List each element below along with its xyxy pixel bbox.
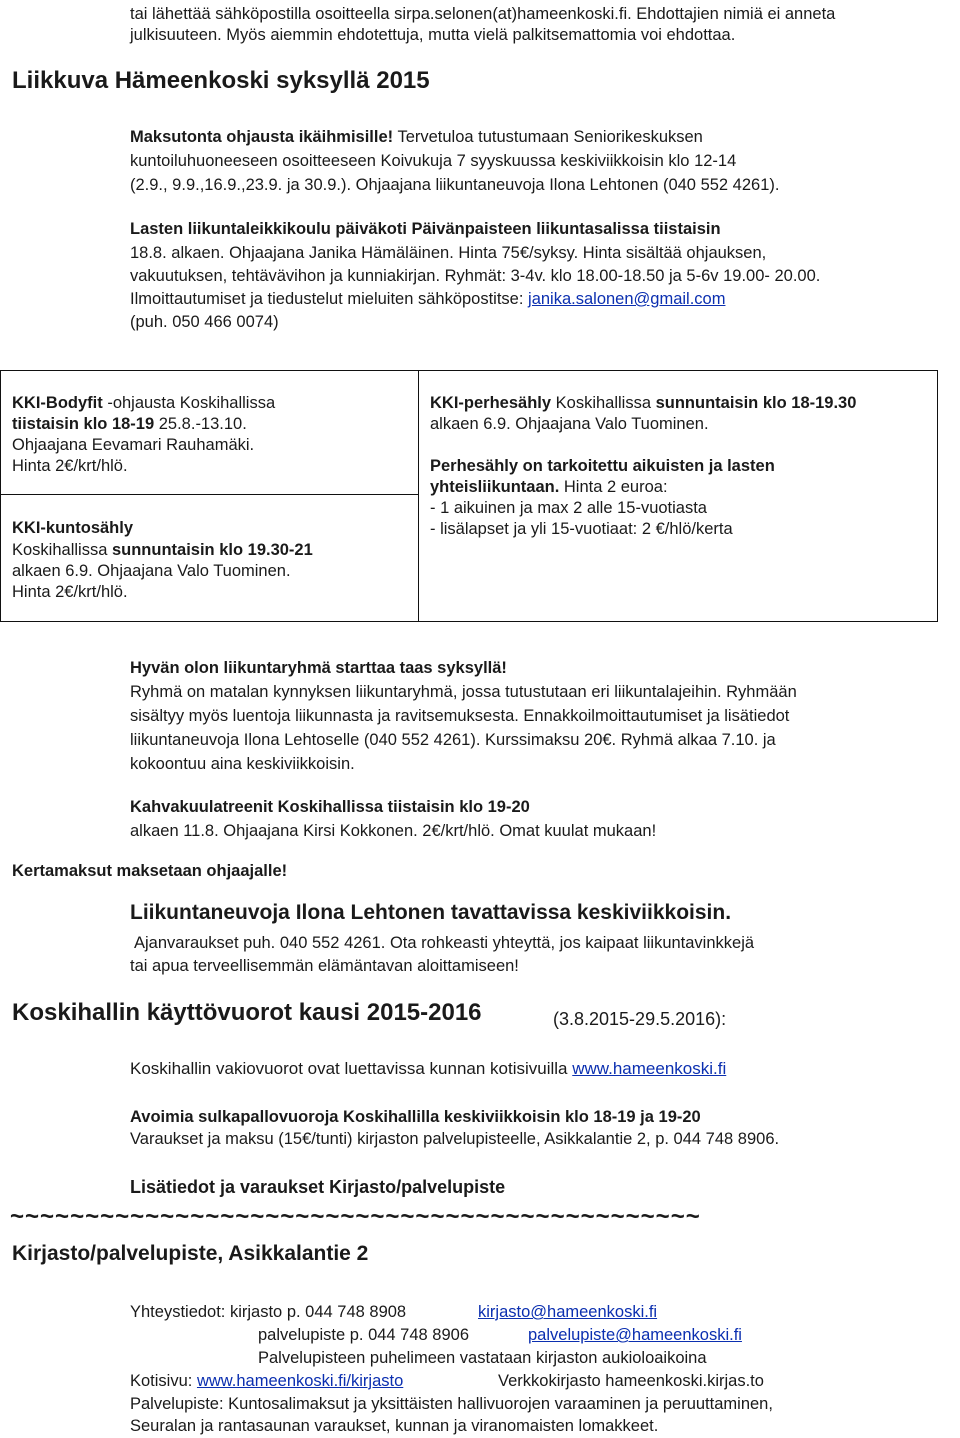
kettlebell-title: Kahvakuulatreenit Koskihallissa tiistaisin klo 19-20 [130, 798, 530, 816]
kuntosahly-line-4: Hinta 2€/krt/hlö. [12, 583, 128, 601]
bodyfit-dates: 25.8.-13.10. [154, 415, 247, 433]
perhesahly-line-5: - 1 aikuinen ja max 2 alle 15-vuotiasta [430, 499, 707, 517]
tilde-divider: ~~~~~~~~~~~~~~~~~~~~~~~~~~~~~~~~~~~~~~~~~~~~~~ [10, 1203, 701, 1230]
library-contact-3: Palvelupisteen puhelimeen vastataan kirjaston aukioloaikoina [258, 1349, 707, 1367]
service-point-phone: palvelupiste p. 044 748 8906 [258, 1326, 470, 1344]
perhesahly-line-1 [430, 392, 856, 414]
bodyfit-line-1-rest: -ohjausta Koskihallissa [102, 394, 276, 412]
hall-title: Koskihallin käyttövuorot kausi 2015-2016 [12, 999, 482, 1026]
library-home-label: Kotisivu: [130, 1372, 197, 1390]
fees-note: Kertamaksut maksetaan ohjaajalle! [12, 862, 288, 880]
library-contact-2 [258, 1324, 742, 1346]
bodyfit-time: tiistaisin klo 18-19 [12, 415, 155, 433]
senior-line-1 [130, 126, 703, 148]
senior-line-2: kuntoiluhuoneeseen osoitteeseen Koivukuja 7 syyskuussa keskiviikkoisin klo 12-14 [130, 152, 737, 170]
perhesahly-line-6: - lisälapset ja yli 15-vuotiaat: 2 €/hlö/kerta [430, 520, 733, 538]
kids-line-4 [130, 288, 725, 310]
autumn-heading: Liikkuva Hämeenkoski syksyllä 2015 [12, 67, 430, 94]
advisor-title: Liikuntaneuvoja Ilona Lehtonen tavattavissa keskiviikkoisin. [130, 901, 732, 924]
library-contact-1 [130, 1301, 658, 1323]
senior-line-1-rest: Tervetuloa tutustumaan Seniorikeskuksen [393, 128, 703, 146]
bodyfit-line-1 [12, 392, 275, 414]
perhesahly-price: Hinta 2 euroa: [559, 478, 668, 496]
hall-website-link[interactable]: www.hameenkoski.fi [572, 1059, 727, 1078]
kuntosahly-time: sunnuntaisin klo 19.30-21 [111, 541, 313, 559]
kettlebell-line: alkaen 11.8. Ohjaajana Kirsi Kokkonen. 2€/krt/hlö. Omat kuulat mukaan! [130, 822, 657, 840]
library-phone: Yhteystiedot: kirjasto p. 044 748 8908 [130, 1303, 407, 1321]
intro-line-2: julkisuuteen. Myös aiemmin ehdotettuja, mutta vielä palkitsemattomia voi ehdottaa. [130, 26, 736, 44]
perhesahly-line-3: Perhesähly on tarkoitettu aikuisten ja lasten [430, 457, 775, 475]
service-point-email-link[interactable]: palvelupiste@hameenkoski.fi [528, 1326, 742, 1344]
bodyfit-line-2 [12, 413, 247, 435]
group-line-3: liikuntaneuvoja Ilona Lehtoselle (040 552 4261). Kurssimaksu 20€. Ryhmä alkaa 7.10. ja [130, 731, 776, 749]
kuntosahly-place: Koskihallissa [12, 541, 112, 559]
kids-line-4-text: Ilmoittautumiset ja tiedustelut mieluiten sähköpostitse: [130, 290, 529, 308]
table-row-divider [0, 494, 419, 495]
library-service-2: Seuralan ja rantasaunan varaukset, kunnan ja viranomaisten lomakkeet. [130, 1417, 659, 1435]
table-column-divider [418, 370, 419, 622]
hall-line-text: Koskihallin vakiovuorot ovat luettavissa kunnan kotisivuilla [130, 1059, 573, 1078]
library-home [130, 1370, 403, 1392]
hall-info: Lisätiedot ja varaukset Kirjasto/palvelupiste [130, 1177, 506, 1197]
senior-line-3: (2.9., 9.9.,16.9.,23.9. ja 30.9.). Ohjaajana liikuntaneuvoja Ilona Lehtonen (040 552 4261). [130, 176, 780, 194]
badminton-title: Avoimia sulkapallovuoroja Koskihallilla keskiviikkoisin klo 18-19 ja 19-20 [130, 1108, 701, 1126]
kids-title: Lasten liikuntaleikkikoulu päiväkoti Päivänpaisteen liikuntasalissa tiistaisin [130, 220, 721, 238]
group-line-1: Ryhmä on matalan kynnyksen liikuntaryhmä, jossa tutustutaan eri liikuntalajeihin. Ryhmään [130, 683, 797, 701]
kids-email-link[interactable]: janika.salonen@gmail.com [528, 290, 726, 308]
perhesahly-purpose: yhteisliikuntaan. [430, 478, 560, 496]
advisor-line-1: Ajanvaraukset puh. 040 552 4261. Ota rohkeasti yhteyttä, jos kaipaat liikuntavinkkejä [134, 934, 755, 952]
senior-bold: Maksutonta ohjausta ikäihmisille! [130, 128, 394, 146]
bodyfit-line-3: Ohjaajana Eevamari Rauhamäki. [12, 436, 255, 454]
bodyfit-line-4: Hinta 2€/krt/hlö. [12, 457, 128, 475]
advisor-line-2: tai apua terveellisemmän elämäntavan aloittamiseen! [130, 957, 519, 975]
kuntosahly-line-3: alkaen 6.9. Ohjaajana Valo Tuominen. [12, 562, 291, 580]
kids-line-2: 18.8. alkaen. Ohjaajana Janika Hämäläinen. Hinta 75€/syksy. Hinta sisältää ohjauksen, [130, 244, 767, 262]
badminton-line: Varaukset ja maksu (15€/tunti) kirjaston palvelupisteelle, Asikkalantie 2, p. 044 748 8906. [130, 1130, 780, 1148]
perhesahly-line-2: alkaen 6.9. Ohjaajana Valo Tuominen. [430, 415, 709, 433]
library-home-link[interactable]: www.hameenkoski.fi/kirjasto [196, 1372, 404, 1390]
library-online: Verkkokirjasto hameenkoski.kirjas.to [498, 1372, 764, 1390]
bodyfit-title: KKI-Bodyfit [12, 394, 103, 412]
library-service-1: Palvelupiste: Kuntosalimaksut ja yksittäisten hallivuorojen varaaminen ja peruuttaminen, [130, 1395, 773, 1413]
kuntosahly-title: KKI-kuntosähly [12, 519, 134, 537]
group-line-2: sisältyy myös luentoja liikunnasta ja ravitsemuksesta. Ennakkoilmoittautumiset ja lisätiedot [130, 707, 790, 725]
intro-line-1: tai lähettää sähköpostilla osoitteella sirpa.selonen(at)hameenkoski.fi. Ehdottajien nimiä ei anneta [130, 5, 836, 23]
kuntosahly-line-2 [12, 539, 313, 561]
perhesahly-time: sunnuntaisin klo 18-19.30 [655, 394, 857, 412]
group-title: Hyvän olon liikuntaryhmä starttaa taas syksyllä! [130, 659, 507, 677]
perhesahly-title: KKI-perhesähly [430, 394, 552, 412]
kids-line-5: (puh. 050 466 0074) [130, 313, 279, 331]
perhesahly-place: Koskihallissa [551, 394, 656, 412]
library-title: Kirjasto/palvelupiste, Asikkalantie 2 [12, 1242, 369, 1265]
library-email-link[interactable]: kirjasto@hameenkoski.fi [478, 1303, 658, 1321]
hall-period: (3.8.2015-29.5.2016): [553, 1009, 727, 1029]
kids-line-3: vakuutuksen, tehtävävihon ja kunniakirjan. Ryhmät: 3-4v. klo 18.00-18.50 ja 5-6v 19.00- 20.00. [130, 267, 821, 285]
group-line-4: kokoontuu aina keskiviikkoisin. [130, 755, 355, 773]
hall-line [130, 1058, 726, 1080]
perhesahly-line-4 [430, 476, 668, 498]
